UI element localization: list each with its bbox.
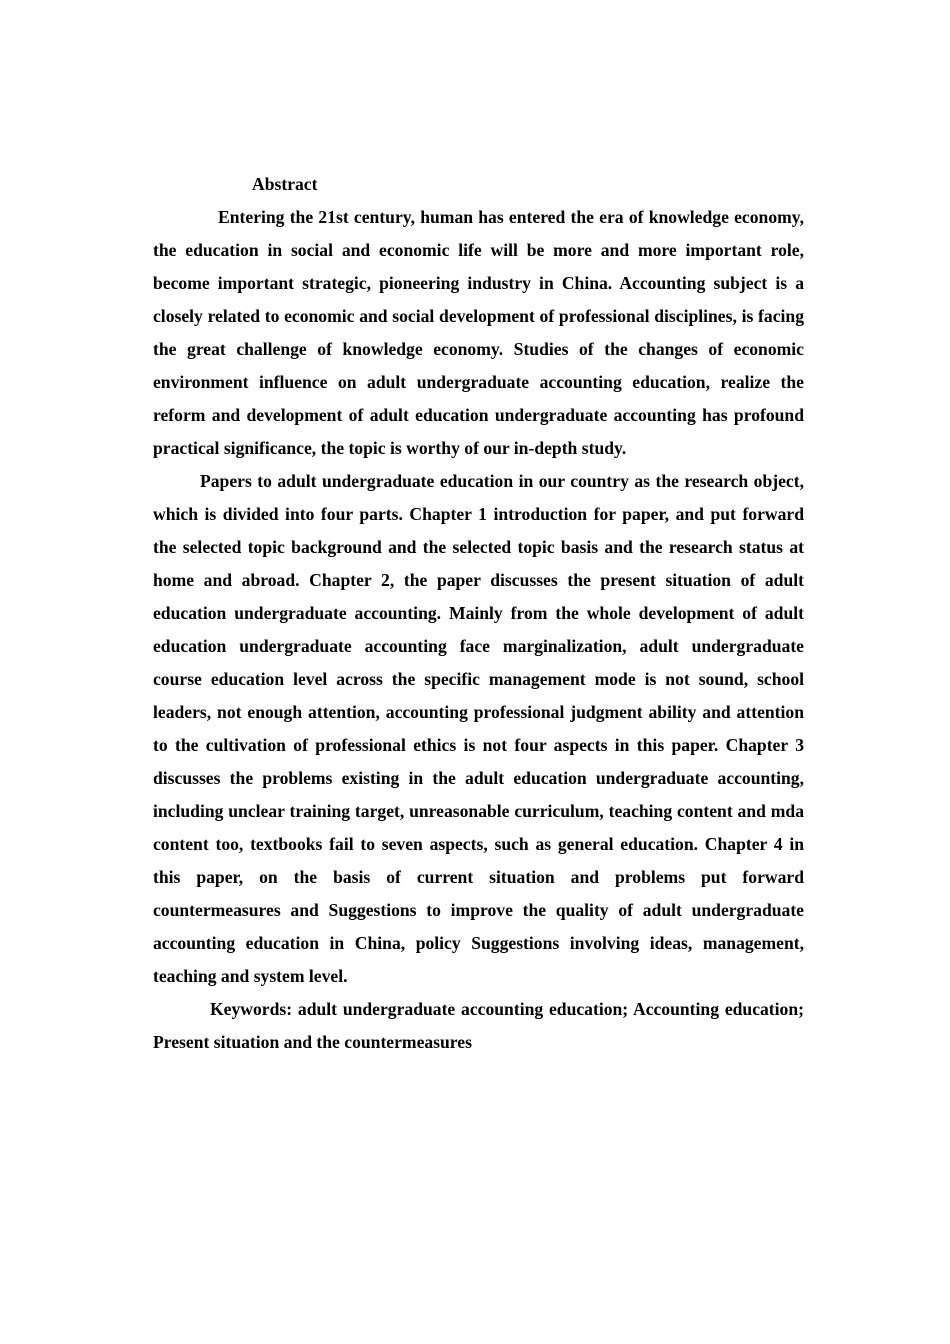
- abstract-keywords: Keywords: adult undergraduate accounting education; Accounting education; Present situation and the countermeasures: [153, 999, 804, 1052]
- abstract-section: [153, 168, 804, 1059]
- abstract-paragraph-intro: Entering the 21st century, human has entered the era of knowledge economy, the education in social and economic life will be more and more important role, become important strategic, pioneering industry in China. Accounting subject is a closely related to economic and social development of professional disciplines, is facing the great challenge of knowledge economy. Studies of the changes of economic environment influence on adult undergraduate accounting education, realize the reform and development of adult education undergraduate accounting has profound practical significance, the topic is worthy of our in-depth study.: [153, 207, 804, 458]
- abstract-heading: Abstract: [252, 174, 318, 194]
- abstract-paragraph-structure: Papers to adult undergraduate education in our country as the research object, which is divided into four parts. Chapter 1 introduction for paper, and put forward the selected topic background and the selected topic basis and the research status at home and abroad. Chapter 2, the paper discusses the present situation of adult education undergraduate accounting. Mainly from the whole development of adult education undergraduate accounting face marginalization, adult undergraduate course education level across the specific management mode is not sound, school leaders, not enough attention, accounting professional judgment ability and attention to the cultivation of professional ethics is not four aspects in this paper. Chapter 3 discusses the problems existing in the adult education undergraduate accounting, including unclear training target, unreasonable curriculum, teaching content and mda content too, textbooks fail to seven aspects, such as general education. Chapter 4 in this paper, on the basis of current situation and problems put forward countermeasures and Suggestions to improve the quality of adult undergraduate accounting education in China, policy Suggestions involving ideas, management, teaching and system level.: [153, 471, 804, 986]
